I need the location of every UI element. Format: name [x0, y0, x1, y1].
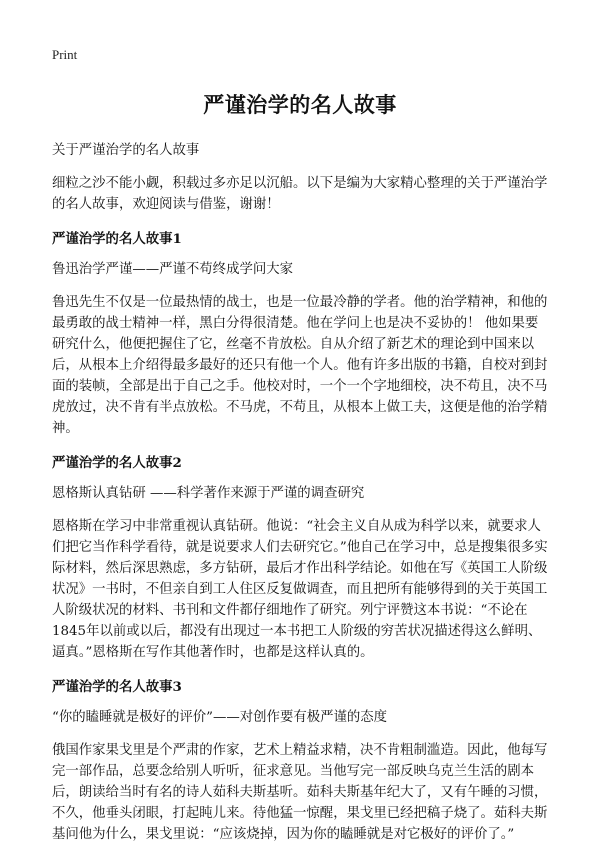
page-title: 严谨治学的名人故事: [203, 92, 397, 117]
section-2-subheading: 恩格斯认真钻研 ——科学著作来源于严谨的调查研究: [52, 486, 365, 501]
intro-paragraph: 细粒之沙不能小觑，积载过多亦足以沉船。以下是编为大家精心整理的关于严谨治学的名人故事，欢迎阅读与借鉴，谢谢！: [52, 176, 548, 212]
section-2-heading: 严谨治学的名人故事2: [52, 455, 182, 471]
section-1-heading: 严谨治学的名人故事1: [52, 231, 182, 247]
section-2-body: 恩格斯在学习中非常重视认真钻研。他说：“社会主义自从成为科学以来，就要求人们把它当作科学看待，就是说要求人们去研究它。”他自己在学习中，总是搜集很多实际材料，然后深思熟虑，多方钻研，最后才作出科学结论。如他在写《英国工人阶级状况》一书时，不但亲自到工人住区反复做调查，而且把所有能够得到的关于英国工人阶级状况的材料、书刊和文件都仔细地作了研究。列宁评赞这本书说：“不论在1845年以前或以后，都没有出现过一本书把工人阶级的穷苦状况描述得这么鲜明、逼真。”恩格斯在写作其他著作时，也都是这样认真的。: [52, 519, 548, 660]
section-1-subheading: 鲁迅治学严谨——严谨不苟终成学问大家: [52, 262, 294, 277]
print-link[interactable]: Print: [52, 47, 78, 62]
section-3-heading: 严谨治学的名人故事3: [52, 679, 182, 695]
section-3-body: 俄国作家果戈里是个严肃的作家，艺术上精益求精，决不肯粗制滥造。因此，他每写完一部作品，总要念给别人听听，征求意见。当他写完一部反映乌克兰生活的剧本后，朗读给当时有名的诗人茹科夫斯基听。茹科夫斯基年纪大了，又有午睡的习惯，不久，他垂头闭眼，打起盹儿来。待他猛一惊醒，果戈里已经把稿子烧了。茹科夫斯基问他为什么，果戈里说：“应该烧掉，因为你的瞌睡就是对它极好的评价了。”: [52, 743, 548, 842]
subtitle: 关于严谨治学的名人故事: [52, 143, 200, 158]
section-3-subheading: “你的瞌睡就是极好的评价”——对创作要有极严谨的态度: [52, 710, 388, 725]
section-1-body: 鲁迅先生不仅是一位最热情的战士，也是一位最冷静的学者。他的治学精神，和他的最勇敢的战士精神一样，黑白分得很清楚。他在学问上也是决不妥协的！ 他如果要研究什么，他便把握住了它，丝毫不肯放松。自从介绍了新艺术的理论到中国来以后，从根本上介绍得最多最好的还只有他一个人。他有许多出版的书籍，自校对到封面的装帧，全部是出于自己之手。他校对时，一个一个字地细校，决不苟且，决不马虎放过，决不肯有半点放松。不马虎，不苟且，从根本上做工夫，这便是他的治学精神。: [52, 295, 548, 436]
